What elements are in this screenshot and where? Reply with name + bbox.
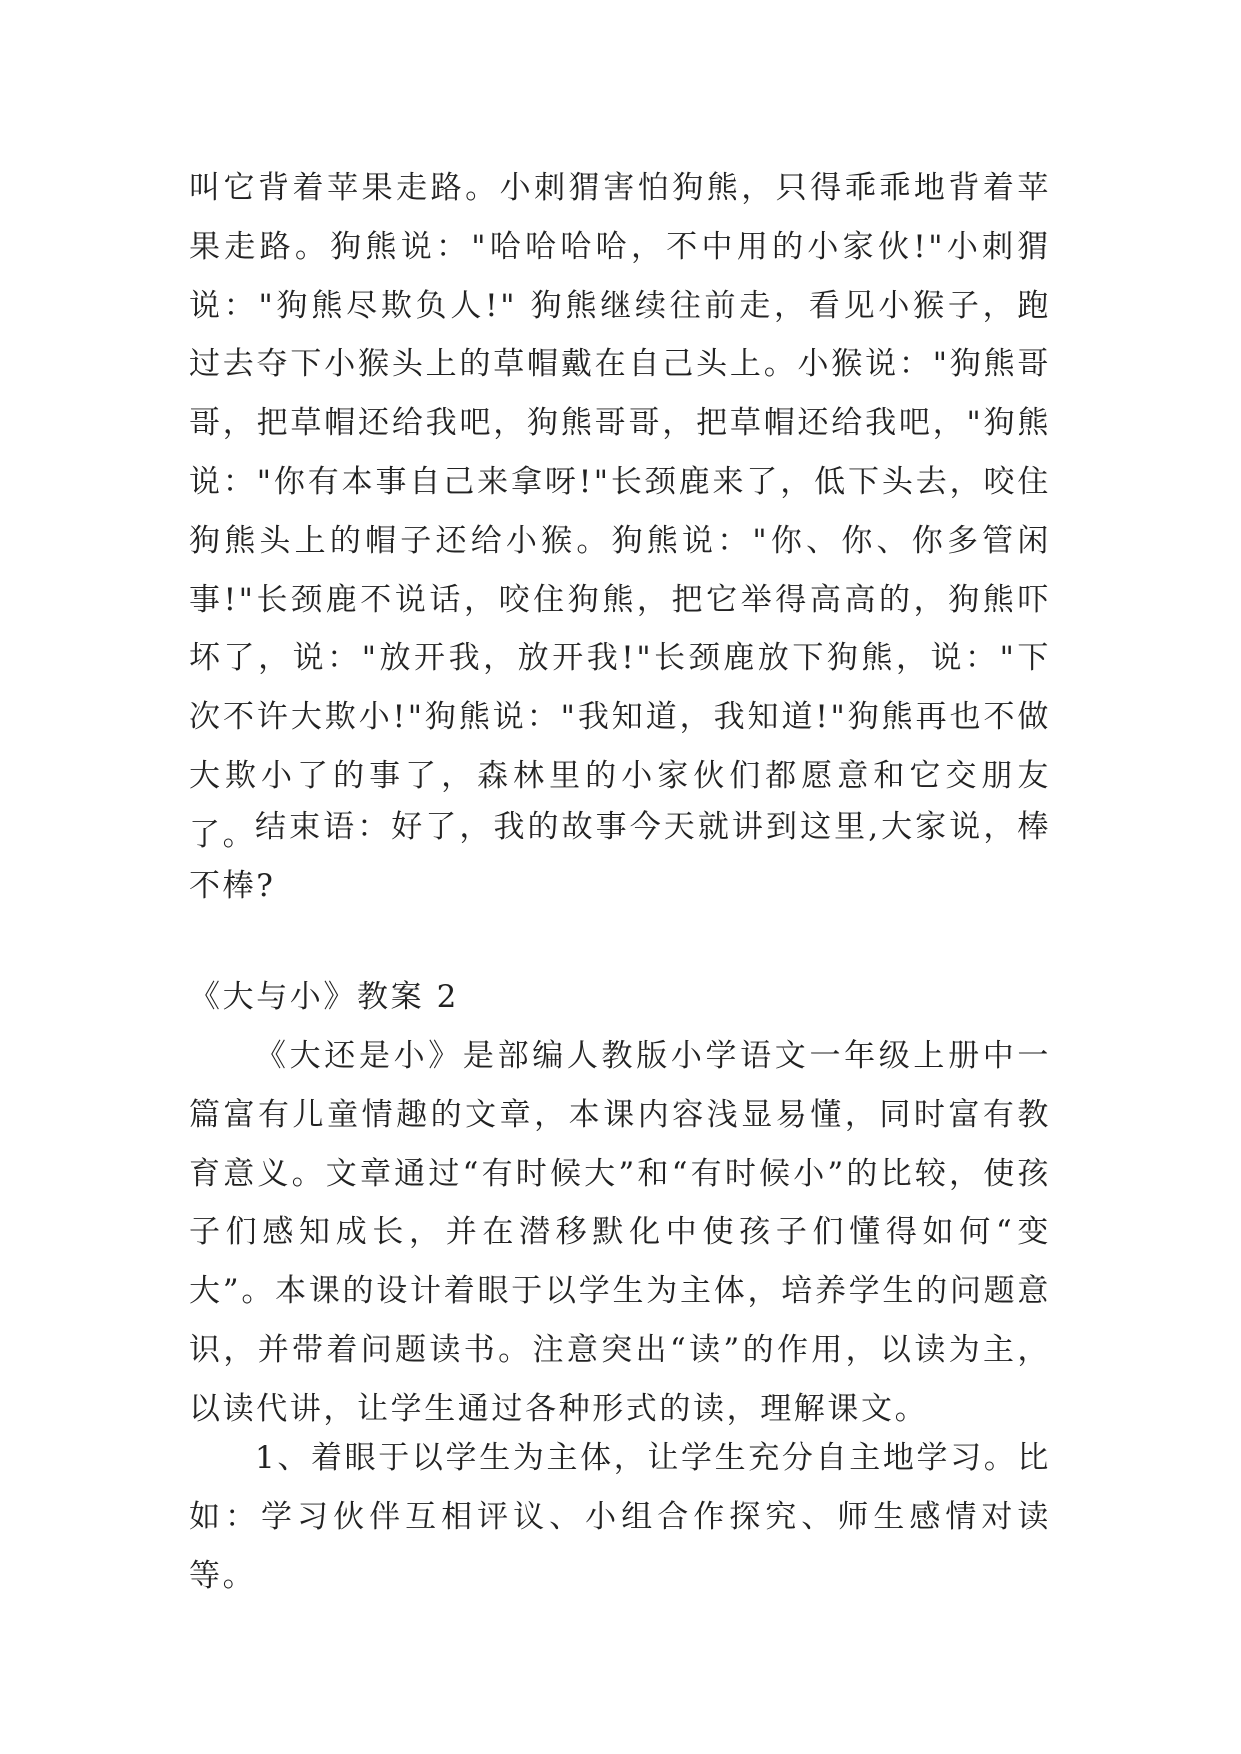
- intro-block: [189, 1027, 1051, 1439]
- story-continuation: [189, 159, 1051, 865]
- closing-paragraph: 结束语：好了，我的故事今天就讲到这里,大家说，棒不棒?: [189, 809, 1051, 904]
- point-paragraph: 1、着眼于以学生为主体，让学生充分自主地学习。比如：学习伙伴互相评议、小组合作探究、师生感情对读等。: [189, 1440, 1051, 1594]
- section-heading: 《大与小》教案 2: [189, 979, 459, 1015]
- closing-block: [189, 798, 1051, 916]
- story-paragraph: 叫它背着苹果走路。小刺猬害怕狗熊，只得乖乖地背着苹果走路。狗熊说："哈哈哈哈，不中用的小家伙!"小刺猬说："狗熊尽欺负人!" 狗熊继续往前走，看见小猴子，跑过去夺下小猴头上的草帽戴在自己头上。小猴说："狗熊哥哥，把草帽还给我吧，狗熊哥哥，把草帽还给我吧，"狗熊说："你有本事自己来拿呀!"长颈鹿来了，低下头去，咬住狗熊头上的帽子还给小猴。狗熊说："你、你、你多管闲事!"长颈鹿不说话，咬住狗熊，把它举得高高的，狗熊吓坏了，说："放开我，放开我!"长颈鹿放下狗熊，说："下次不许大欺小!"狗熊说："我知道，我知道!"狗熊再也不做大欺小了的事了，森林里的小家伙们都愿意和它交朋友了。: [189, 170, 1051, 853]
- intro-paragraph: 《大还是小》是部编人教版小学语文一年级上册中一篇富有儿童情趣的文章，本课内容浅显易懂，同时富有教育意义。文章通过“有时候大”和“有时候小”的比较，使孩子们感知成长，并在潜移默化中使孩子们懂得如何“变大”。本课的设计着眼于以学生为主体，培养学生的问题意识，并带着问题读书。注意突出“读”的作用，以读为主，以读代讲，让学生通过各种形式的读，理解课文。: [189, 1038, 1051, 1427]
- point-block: [189, 1429, 1051, 1605]
